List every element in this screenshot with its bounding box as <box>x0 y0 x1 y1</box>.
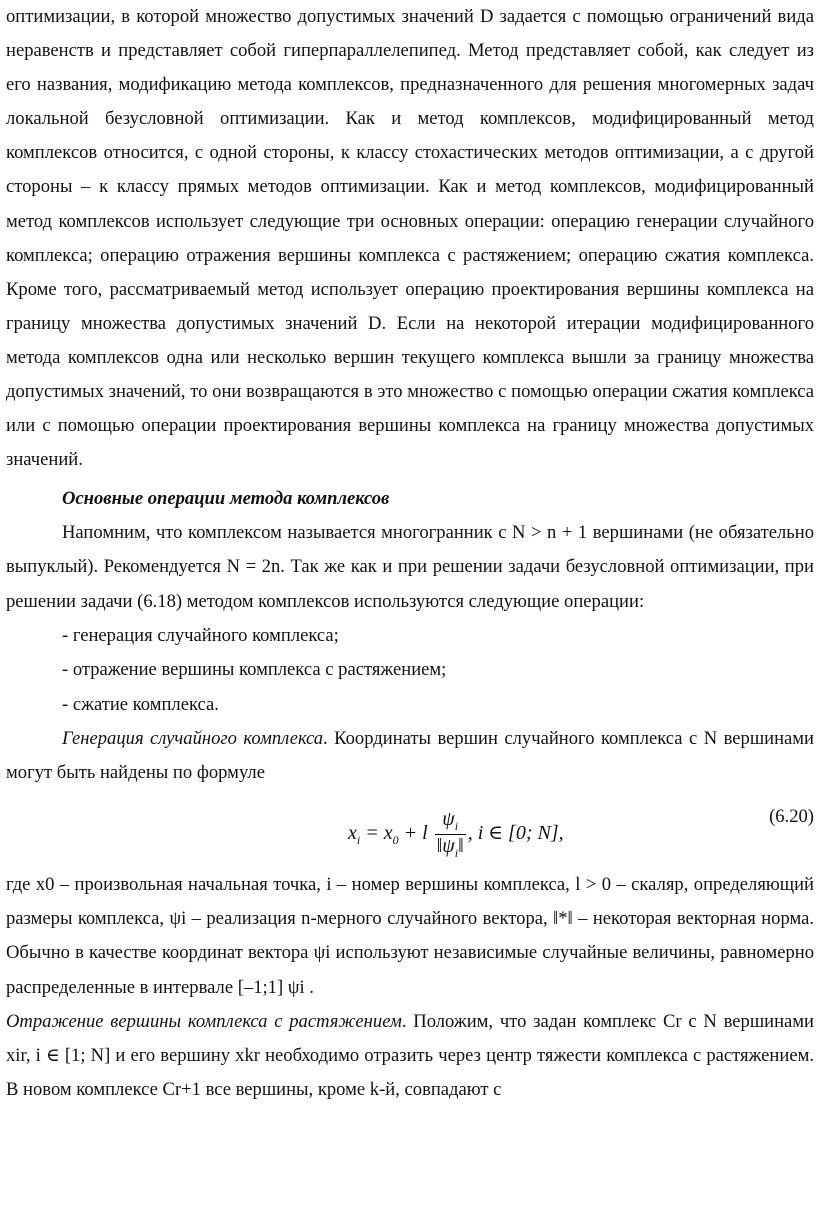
formula-expression: $x_i = x_0 + l$ $\frac{\psi_i}{‖\psi_i‖}$ , i ∈ [0; N], <box>348 808 564 861</box>
generation-title: Генерация случайного комплекса <box>62 728 324 750</box>
paragraph-generation <box>6 722 814 790</box>
reflection-title: Отражение вершины комплекса с растяжением <box>6 1010 402 1032</box>
formula-fraction: $\frac{\psi_i}{‖\psi_i‖}$ <box>436 808 464 861</box>
paragraph-intro: оптимизации, в которой множество допустимых значений D задается с помощью ограничений вида неравенств и представляет собой гиперпараллелепипед. Метод представляет собой, как следует из его названия, модификацию метода комплексов, предназначенного для решения многомерных задач локальной безусловной оптимизации. Как и метод комплексов, модифицированный метод комплексов относится, с одной стороны, к классу стохастических методов оптимизации, а с другой стороны – к классу прямых методов оптимизации. Как и метод комплексов, модифицированный метод комплексов использует следующие три основных операции: операцию генерации случайного комплекса; операцию отражения вершины комплекса с растяжением; операцию сжатия комплекса. Кроме того, рассматриваемый метод использует операцию проектирования вершины комплекса на границу множества допустимых значений D. Если на некоторой итерации модифицированного метода комплексов одна или несколько вершин текущего комплекса вышли за границу множества допустимых значений, то они возвращаются в это множество с помощью операции сжатия комплекса или с помощью операции проектирования вершины комплекса на границу множества допустимых значений. <box>6 6 814 471</box>
list-item: - отражение вершины комплекса с растяжением; <box>62 659 447 681</box>
list-item: - сжатие комплекса. <box>62 693 219 715</box>
paragraph-reflection <box>6 1005 814 1107</box>
formula-number: (6.20) <box>769 806 814 828</box>
paragraph-where: где x0 – произвольная начальная точка, i – номер вершины комплекса, l > 0 – скаляр, определяющий размеры комплекса, ψi – реализация n-мерного случайного вектора, ‖*‖ – некоторая векторная норма. Обычно в качестве координат вектора ψi используют независимые случайные величины, равномерно распределенные в интервале [–1;1] ψi . <box>6 874 814 998</box>
formula-6-20 <box>6 790 814 868</box>
section-heading: Основные операции метода комплексов <box>62 488 390 510</box>
list-item: - генерация случайного комплекса; <box>62 624 339 646</box>
paragraph-complex-definition: Напомним, что комплексом называется многогранник с N > n + 1 вершинами (не обязательно выпуклый). Рекомендуется N = 2n. Так же как и при решении задачи безусловной оптимизации, при решении задачи (6.18) методом комплексов используются следующие операции: <box>6 522 814 612</box>
document-page <box>6 0 814 1107</box>
generation-body: . Координаты вершин случайного комплекса с N вершинами могут быть найдены по формуле <box>6 728 815 784</box>
reflection-body: . Положим, что задан комплекс Cr с N вершинами xir, i ∈ [1; N] и его вершину xkr необходимо отразить через центр тяжести комплекса с растяжением. В новом комплексе Cr+1 все вершины, кроме k-й, совпадают с <box>6 1010 815 1100</box>
